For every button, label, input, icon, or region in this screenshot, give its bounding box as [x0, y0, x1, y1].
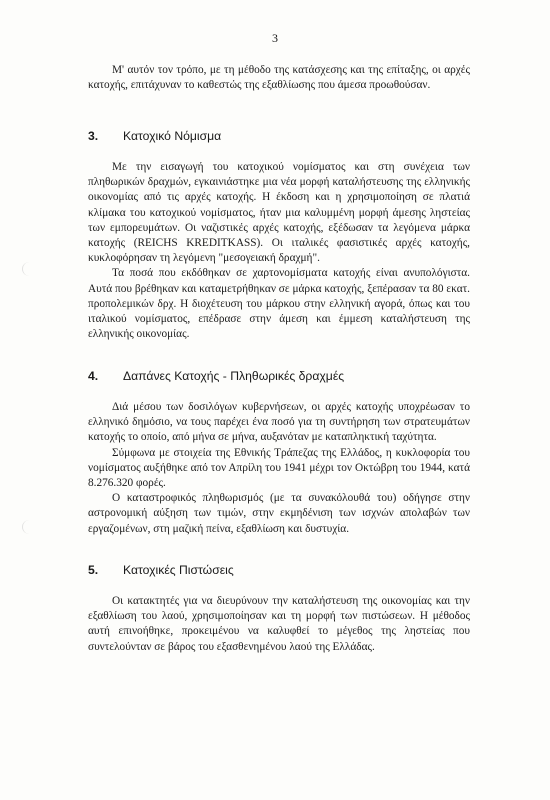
paragraph: Με την εισαγωγή του κατοχικού νομίσματος και στη συνέχεια των πληθωρικών δραχμών, εγκαινιάστηκε μια νέα μορφή καταλήστευσης της ελληνικής οικονομίας από τις αρχές κατοχής. Η έκδοση και η χρησιμοποίηση σε πλατιά κλίμακα του κατοχικού νομίσματος, ήταν μια καλυμμένη μορφή άμεσης ληστείας των εμπορευμάτων. Οι ναζιστικές αρχές κατοχής, εξέδωσαν τα λεγόμενα μάρκα κατοχής (REICHS KREDITKASS). Οι ιταλικές φασιστικές αρχές κατοχής, κυκλοφόρησαν τη λεγόμενη "μεσογειακή δραχμή".	[88, 161, 470, 265]
section-4-body	[88, 400, 470, 537]
paragraph: Σύμφωνα με στοιχεία της Εθνικής Τράπεζας της Ελλάδος, η κυκλοφορία του νομίσματος αυξήθηκε από τον Απρίλη του 1941 μέχρι τον Οκτώβρη του 1944, κατά 8.276.320 φορές.	[88, 446, 470, 490]
punch-hole-mark	[22, 262, 37, 276]
intro-paragraph: Μ' αυτόν τον τρόπο, με τη μέθοδο της κατάσχεσης και της επίταξης, οι αρχές κατοχής, επιτάχυναν το καθεστώς της εξαθλίωσης που άμεσα προωθούσαν.	[88, 64, 470, 92]
paragraph: Οι κατακτητές για να διευρύνουν την καταλήστευση της οικονομίας και την εξαθλίωση του λαού, χρησιμοποίησαν και τη μορφή των πιστώσεων. Η μέθοδος αυτή επινοήθηκε, προκειμένου να καλυφθεί το μέγεθος της ληστείας που συντελούνταν σε βάρος του εξασθενημένου λαού της Ελλάδας.	[88, 595, 470, 653]
page-number: 3	[272, 31, 278, 45]
section-number: 3.	[88, 129, 99, 143]
section-3-heading	[88, 129, 470, 143]
section-number: 5.	[88, 563, 99, 577]
section-title: Κατοχικό Νόμισμα	[123, 129, 222, 143]
section-5-heading	[88, 563, 470, 577]
paragraph: Ο καταστροφικός πληθωρισμός (με τα συνακόλουθά του) οδήγησε στην αστρονομική αύξηση των τιμών, στην εκμηδένιση των ισχνών απολαβών των εργαζομένων, στη μαζική πείνα, εξαθλίωση και δυστυχία.	[88, 492, 470, 535]
section-title: Δαπάνες Κατοχής - Πληθωρικές δραχμές	[123, 369, 345, 383]
section-4-heading	[88, 369, 470, 383]
section-5-body	[88, 594, 470, 655]
paragraph: Τα ποσά που εκδόθηκαν σε χαρτονομίσματα κατοχής είναι ανυπολόγιστα. Αυτά που βρέθηκαν και καταμετρήθηκαν σε μάρκα κατοχής, ξεπέρασαν τα 80 εκατ. προπολεμικών δρχ. Η διοχέτευση του μάρκου στην ελληνική αγορά, όπως και του ιταλικού νομίσματος, επέδρασε στην άμεση και έμμεση καταλήστευση της ελληνικής οικονομίας.	[88, 267, 470, 341]
section-3-body	[88, 160, 470, 342]
section-number: 4.	[88, 369, 99, 383]
punch-hole-mark	[22, 520, 37, 534]
intro-block	[88, 63, 470, 93]
paragraph: Διά μέσου των δοσιλόγων κυβερνήσεων, οι αρχές κατοχής υποχρέωσαν το ελληνικό δημόσιο, να τους παρέχει ένα ποσό για τη συντήρηση των στρατευμάτων κατοχής το οποίο, από μήνα σε μήνα, αυξανόταν με καταπληκτική ταχύτητα.	[88, 401, 470, 444]
section-title: Κατοχικές Πιστώσεις	[123, 563, 234, 577]
